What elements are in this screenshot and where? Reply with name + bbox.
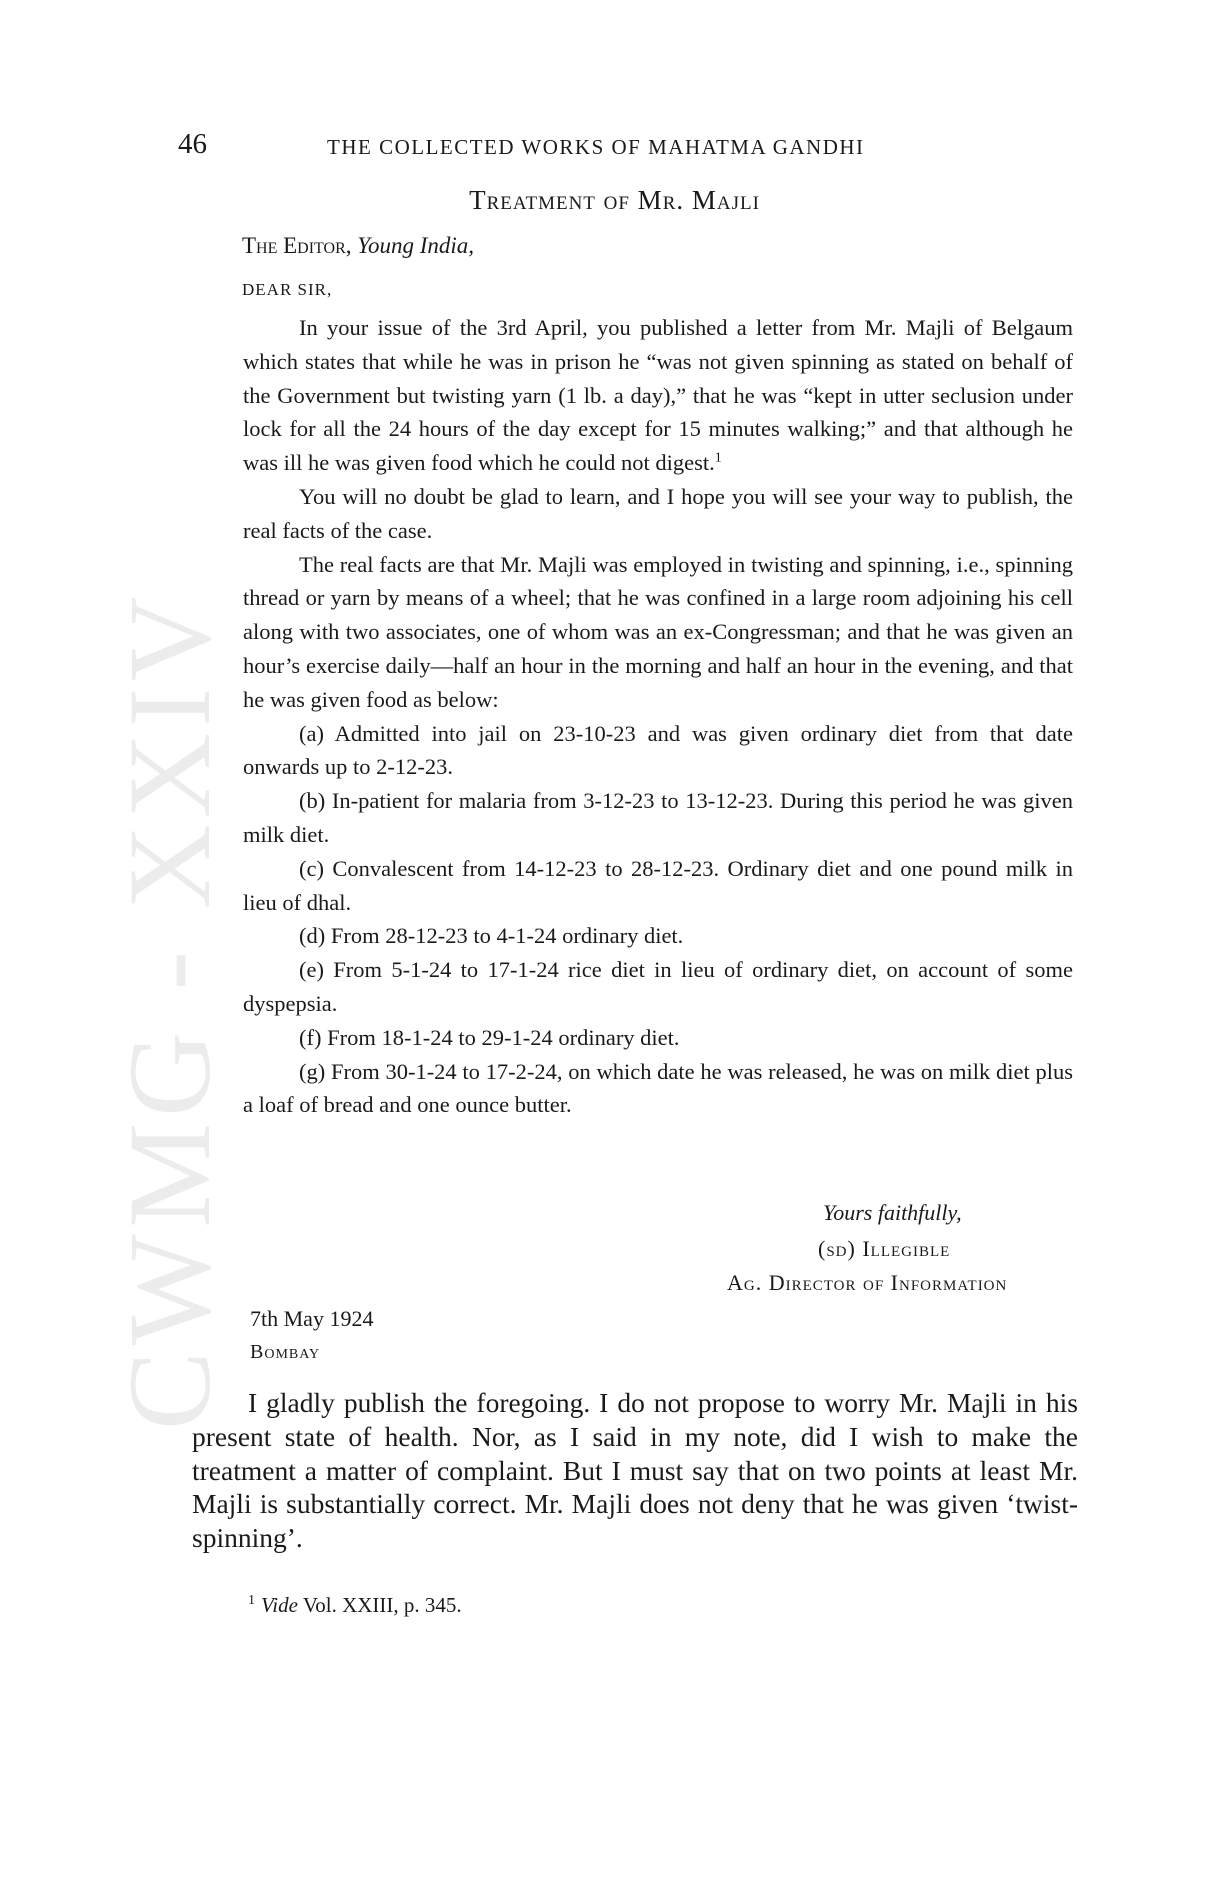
editorial-note [192, 1386, 1078, 1555]
signatory-title: Ag. Director of Information [727, 1270, 1008, 1295]
letter-paragraph: The real facts are that Mr. Majli was employed in twisting and spinning, i.e., spinning thread or yarn by means of a wheel; that he was confined in a large room adjoining his cell along with two associates, one of whom was an ex-Congressman; and that he was given an hour’s exercise daily—half an hour in the morning and half an hour in the evening, and that he was given food as below: [243, 551, 1073, 712]
editorial-paragraph: I gladly publish the foregoing. I do not propose to worry Mr. Majli in his present state of health. Nor, as I said in my note, did I wish to make the treatment a matter of complaint. But I must say that on two points at least Mr. Majli is substantially correct. Mr. Majli does not deny that he was given ‘twist-spinning’. [192, 1387, 1078, 1554]
valediction: Yours faithfully, [823, 1200, 962, 1225]
footnote-reference: Vol. XXIII, p. 345. [302, 1593, 462, 1617]
place: Bombay [250, 1341, 321, 1363]
watermark: CWMG - XXIV [104, 590, 235, 1430]
diet-item-a: (a) Admitted into jail on 23-10-23 and was given ordinary diet from that date onwards up to 2-12-23. [243, 720, 1073, 780]
footnote-marker: 1 [714, 450, 722, 466]
addressee [242, 233, 474, 259]
addressee-publication: Young India, [357, 233, 475, 258]
diet-item-c: (c) Convalescent from 14-12-23 to 28-12-23. Ordinary diet and one pound milk in lieu of dhal. [243, 855, 1073, 915]
signature: (sd) Illegible [818, 1236, 951, 1261]
footnote-number: 1 [248, 1593, 255, 1608]
diet-item-f: (f) From 18-1-24 to 29-1-24 ordinary diet. [299, 1024, 680, 1050]
letter-paragraph: In your issue of the 3rd April, you published a letter from Mr. Majli of Belgaum which states that while he was in prison he “was not given spinning as stated on behalf of the Government but twisting yarn (1 lb. a day),” that he was “kept in utter seclusion under lock for all the 24 hours of the day except for 15 minutes walking;” and that although he was ill he was given food which he could not digest.$^1$ [243, 315, 1073, 476]
diet-item-d: (d) From 28-12-23 to 4-1-24 ordinary diet. [299, 923, 684, 949]
letter-body [243, 311, 1073, 1122]
addressee-prefix: The Editor, [242, 233, 352, 258]
diet-item-e: (e) From 5-1-24 to 17-1-24 rice diet in lieu of ordinary diet, on account of some dyspepsia. [243, 957, 1073, 1016]
dateline: 7th May 1924 [250, 1306, 374, 1331]
diet-item-g: (g) From 30-1-24 to 17-2-24, on which date he was released, he was on milk diet plus a loaf of bread and one ounce butter. [243, 1058, 1073, 1118]
salutation: DEAR SIR, [242, 280, 333, 299]
page-number: 46 [178, 128, 207, 160]
diet-item-b: (b) In-patient for malaria from 3-12-23 to 13-12-23. During this period he was given milk diet. [243, 788, 1073, 847]
running-title: THE COLLECTED WORKS OF MAHATMA GANDHI [327, 135, 865, 159]
footnote [248, 1593, 462, 1618]
article-title: Treatment of Mr. Majli [469, 185, 760, 215]
letter-paragraph: You will no doubt be glad to learn, and I hope you will see your way to publish, the real facts of the case. [243, 483, 1073, 543]
footnote-vide: Vide [261, 1593, 298, 1617]
